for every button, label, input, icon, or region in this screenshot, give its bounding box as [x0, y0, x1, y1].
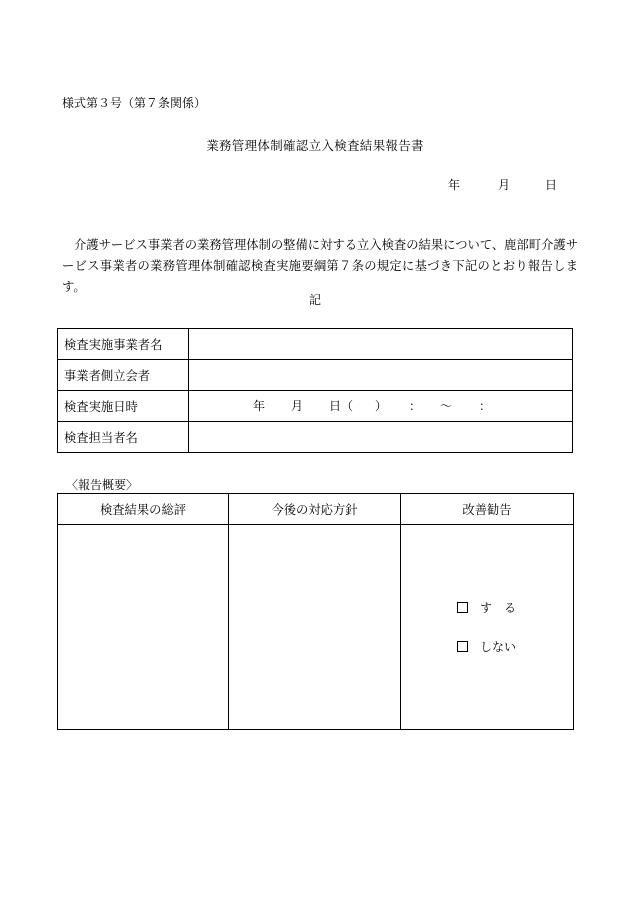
datetime-paren-close: ）	[375, 399, 388, 413]
checkbox-icon[interactable]	[457, 602, 468, 613]
business-attendee-label: 事業者側立会者	[58, 360, 189, 391]
datetime-colon-end: ：	[479, 399, 492, 413]
table-row	[58, 329, 573, 360]
date-day-label: 日	[545, 178, 558, 192]
recommend-yes-label: す る	[480, 601, 517, 615]
recommend-yes-option[interactable]	[457, 599, 516, 616]
report-summary-label: 〈報告概要〉	[66, 478, 139, 492]
checkbox-icon[interactable]	[457, 641, 468, 652]
date-year-label: 年	[448, 178, 461, 192]
business-attendee-field[interactable]	[189, 360, 573, 391]
overall-evaluation-header: 検査結果の総評	[58, 494, 229, 525]
form-number: 様式第３号（第７条関係）	[62, 96, 207, 110]
table-row	[58, 525, 574, 730]
future-policy-cell[interactable]	[229, 525, 401, 730]
inspection-info-table	[57, 328, 573, 453]
report-summary-table	[57, 493, 574, 730]
table-row	[58, 360, 573, 391]
overall-evaluation-cell[interactable]	[58, 525, 229, 730]
recommend-no-option[interactable]	[457, 638, 516, 655]
inspection-datetime-field[interactable]	[189, 391, 573, 422]
inspection-datetime-label: 検査実施日時	[58, 391, 189, 422]
datetime-year: 年	[253, 399, 266, 413]
datetime-day: 日（	[329, 399, 354, 413]
datetime-month: 月	[291, 399, 304, 413]
inspector-name-label: 検査担当者名	[58, 422, 189, 453]
inspected-business-label: 検査実施事業者名	[58, 329, 189, 360]
document-title: 業務管理体制確認立入検査結果報告書	[206, 138, 424, 153]
recommend-no-label: しない	[480, 640, 517, 654]
date-month-label: 月	[498, 178, 511, 192]
table-row	[58, 422, 573, 453]
datetime-colon-start: ：	[409, 399, 422, 413]
improvement-recommendation-cell	[401, 525, 574, 730]
ki-heading: 記	[308, 293, 321, 307]
table-row	[58, 391, 573, 422]
table-header-row	[58, 494, 574, 525]
report-body-text: 介護サービス事業者の業務管理体制の整備に対する立入検査の結果について、鹿部町介護サービス事業者の業務管理体制確認検査実施要綱第７条の規定に基づき下記のとおり報告します。	[62, 238, 578, 294]
improvement-recommendation-header: 改善勧告	[401, 494, 574, 525]
inspector-name-field[interactable]	[189, 422, 573, 453]
datetime-tilde: 〜	[440, 399, 453, 413]
inspected-business-field[interactable]	[189, 329, 573, 360]
future-policy-header: 今後の対応方針	[229, 494, 401, 525]
